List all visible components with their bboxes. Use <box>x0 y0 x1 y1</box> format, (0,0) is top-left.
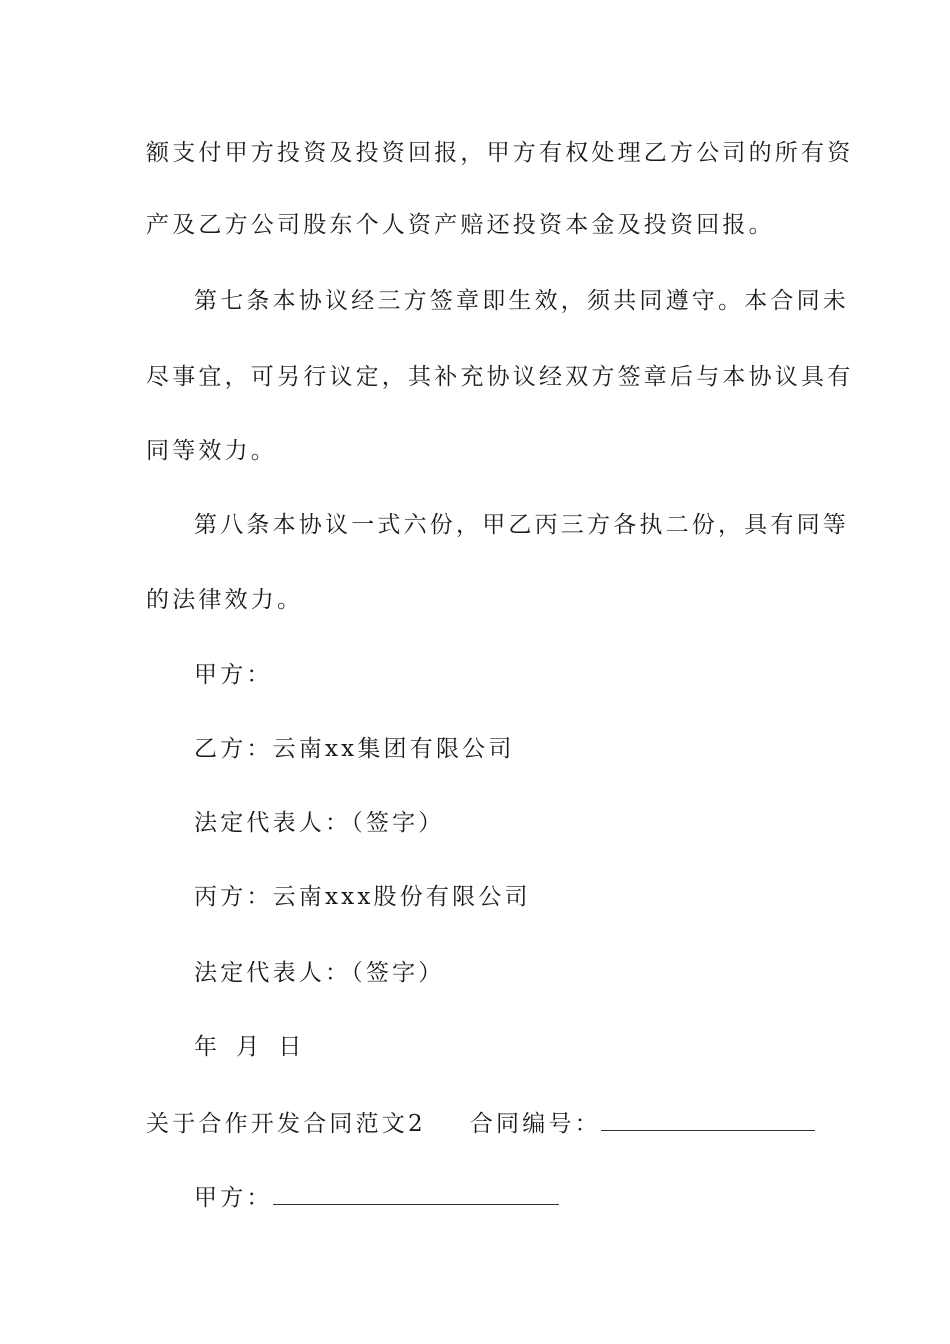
party-a-label: 甲方： <box>194 1185 273 1211</box>
article-eight-line: 第八条本协议一式六份，甲乙丙三方各执二份，具有同等 <box>194 512 849 538</box>
date-month: 月 <box>236 1034 263 1060</box>
date-day: 日 <box>278 1034 305 1060</box>
paragraph-line: 的法律效力。 <box>146 587 304 613</box>
section-title-line <box>146 1108 815 1139</box>
section-title: 关于合作开发合同范文2 <box>146 1111 426 1137</box>
party-c-representative-line: 法定代表人：（签字） <box>194 960 445 986</box>
article-seven-line: 第七条本协议经三方签章即生效，须共同遵守。本合同未 <box>194 288 849 314</box>
contract-number-blank <box>601 1108 815 1131</box>
date-line <box>194 1032 305 1062</box>
party-b-line: 乙方：云南xx集团有限公司 <box>194 736 515 762</box>
contract-number-label: 合同编号： <box>469 1111 601 1137</box>
paragraph-line: 同等效力。 <box>146 438 277 464</box>
party-b-representative-line: 法定代表人：（签字） <box>194 810 445 836</box>
party-a-blank <box>273 1182 559 1205</box>
party-a-signature-line: 甲方： <box>194 662 273 688</box>
date-year: 年 <box>194 1034 221 1060</box>
paragraph-line: 产及乙方公司股东个人资产赔还投资本金及投资回报。 <box>146 212 775 238</box>
paragraph-line: 尽事宜，可另行议定，其补充协议经双方签章后与本协议具有 <box>146 364 854 390</box>
paragraph-line: 额支付甲方投资及投资回报，甲方有权处理乙方公司的所有资 <box>146 140 854 166</box>
party-c-line: 丙方：云南xxx股份有限公司 <box>194 884 531 910</box>
party-a-header-line <box>194 1182 559 1213</box>
